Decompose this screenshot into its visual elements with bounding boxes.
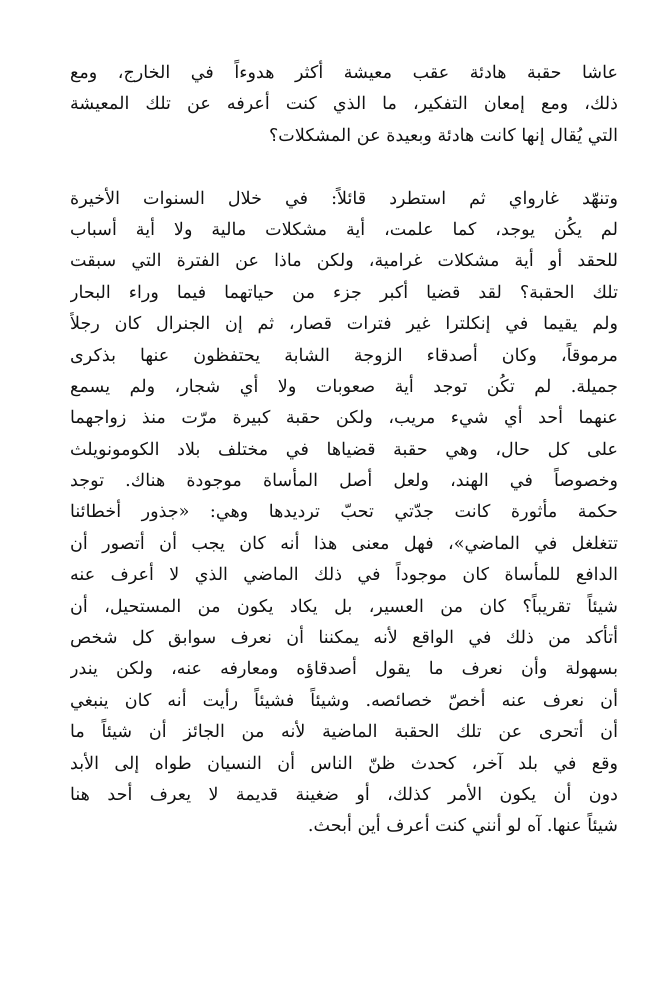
text-line: شيئاً عنها. آه لو أنني كنت أعرف أين أبحث. <box>307 816 618 837</box>
text-line: وخصوصاً في الهند، ولعل أصل المأساة موجودة هناك. توجد <box>70 471 618 492</box>
text-line: للحقد أو أية مشكلات غرامية، ولكن ماذا عن الفترة التي سبقت <box>70 251 618 272</box>
text-line: على كل حال، وهي حقبة قضياها في مختلف بلاد الكومونويلث <box>70 439 618 460</box>
text-line: تلك الحقبة؟ لقد قضيا أكبر جزء من حياتهما فيما وراء البحار <box>70 282 618 303</box>
paragraph-1 <box>70 58 618 152</box>
text-line: التي يُقال إنها كانت هادئة وبعيدة عن المشكلات؟ <box>268 125 618 146</box>
text-line: أتأكد من ذلك في الواقع لأنه يمكننا أن نعرف سوابق كل شخص <box>70 628 618 649</box>
paragraph-spacer <box>70 152 618 183</box>
text-line: الدافع للمأساة كان موجوداً في ذلك الماضي الذي لا أعرف عنه <box>70 565 618 586</box>
text-line: عنهما أحد أي شيء مريب، ولكن حقبة كبيرة مرّت منذ زواجهما <box>70 408 618 429</box>
text-line: تتغلغل في الماضي»، فهل معنى هذا أنه كان يجب أن أتصور أن <box>70 533 618 554</box>
text-line: جميلة. لم تكُن توجد أية صعوبات ولا أي شجار، ولم يسمع <box>70 376 618 397</box>
text-line: وتنهّد غارواي ثم استطرد قائلاً: في خلال السنوات الأخيرة <box>70 188 618 209</box>
text-line: ذلك، ومع إمعان التفكير، ما الذي كنت أعرفه عن تلك المعيشة <box>70 94 618 115</box>
text-line: مرموقاً، وكان أصدقاء الزوجة الشابة يحتفظون عنها بذكرى <box>70 345 618 366</box>
text-line: عاشا حقبة هادئة عقب معيشة أكثر هدوءاً في الخارج، ومع <box>70 63 618 83</box>
text-line: ولم يقيما في إنكلترا غير فترات قصار، ثم إن الجنرال كان رجلاً <box>70 314 618 335</box>
text-line: أن نعرف عنه أخصّ خصائصه. وشيئاً فشيئاً رأيت أنه كان ينبغي <box>70 690 618 711</box>
text-line: بسهولة وأن نعرف ما يقول أصدقاؤه ومعارفه عنه، ولكن يندر <box>70 659 618 680</box>
text-line: وقع في بلد آخر، كحدث ظنّ الناس أن النسيان طواه إلى الأبد <box>70 753 618 774</box>
paragraph-2 <box>70 184 618 843</box>
document-page <box>70 58 618 843</box>
text-line: حكمة مأثورة كانت جدّتي تحبّ ترديدها وهي: «جذور أخطائنا <box>70 502 618 523</box>
text-line: دون أن يكون الأمر كذلك، أو ضغينة قديمة لا يعرف أحد هنا <box>70 784 618 805</box>
text-line: شيئاً تقريباً؟ كان من العسير، بل يكاد يكون من المستحيل، أن <box>70 596 618 617</box>
text-line: أن أتحرى عن تلك الحقبة الماضية لأنه من الجائز أن شيئاً ما <box>70 722 618 743</box>
text-line: لم يكُن يوجد، كما علمت، أية مشكلات مالية ولا أية أسباب <box>70 219 618 240</box>
